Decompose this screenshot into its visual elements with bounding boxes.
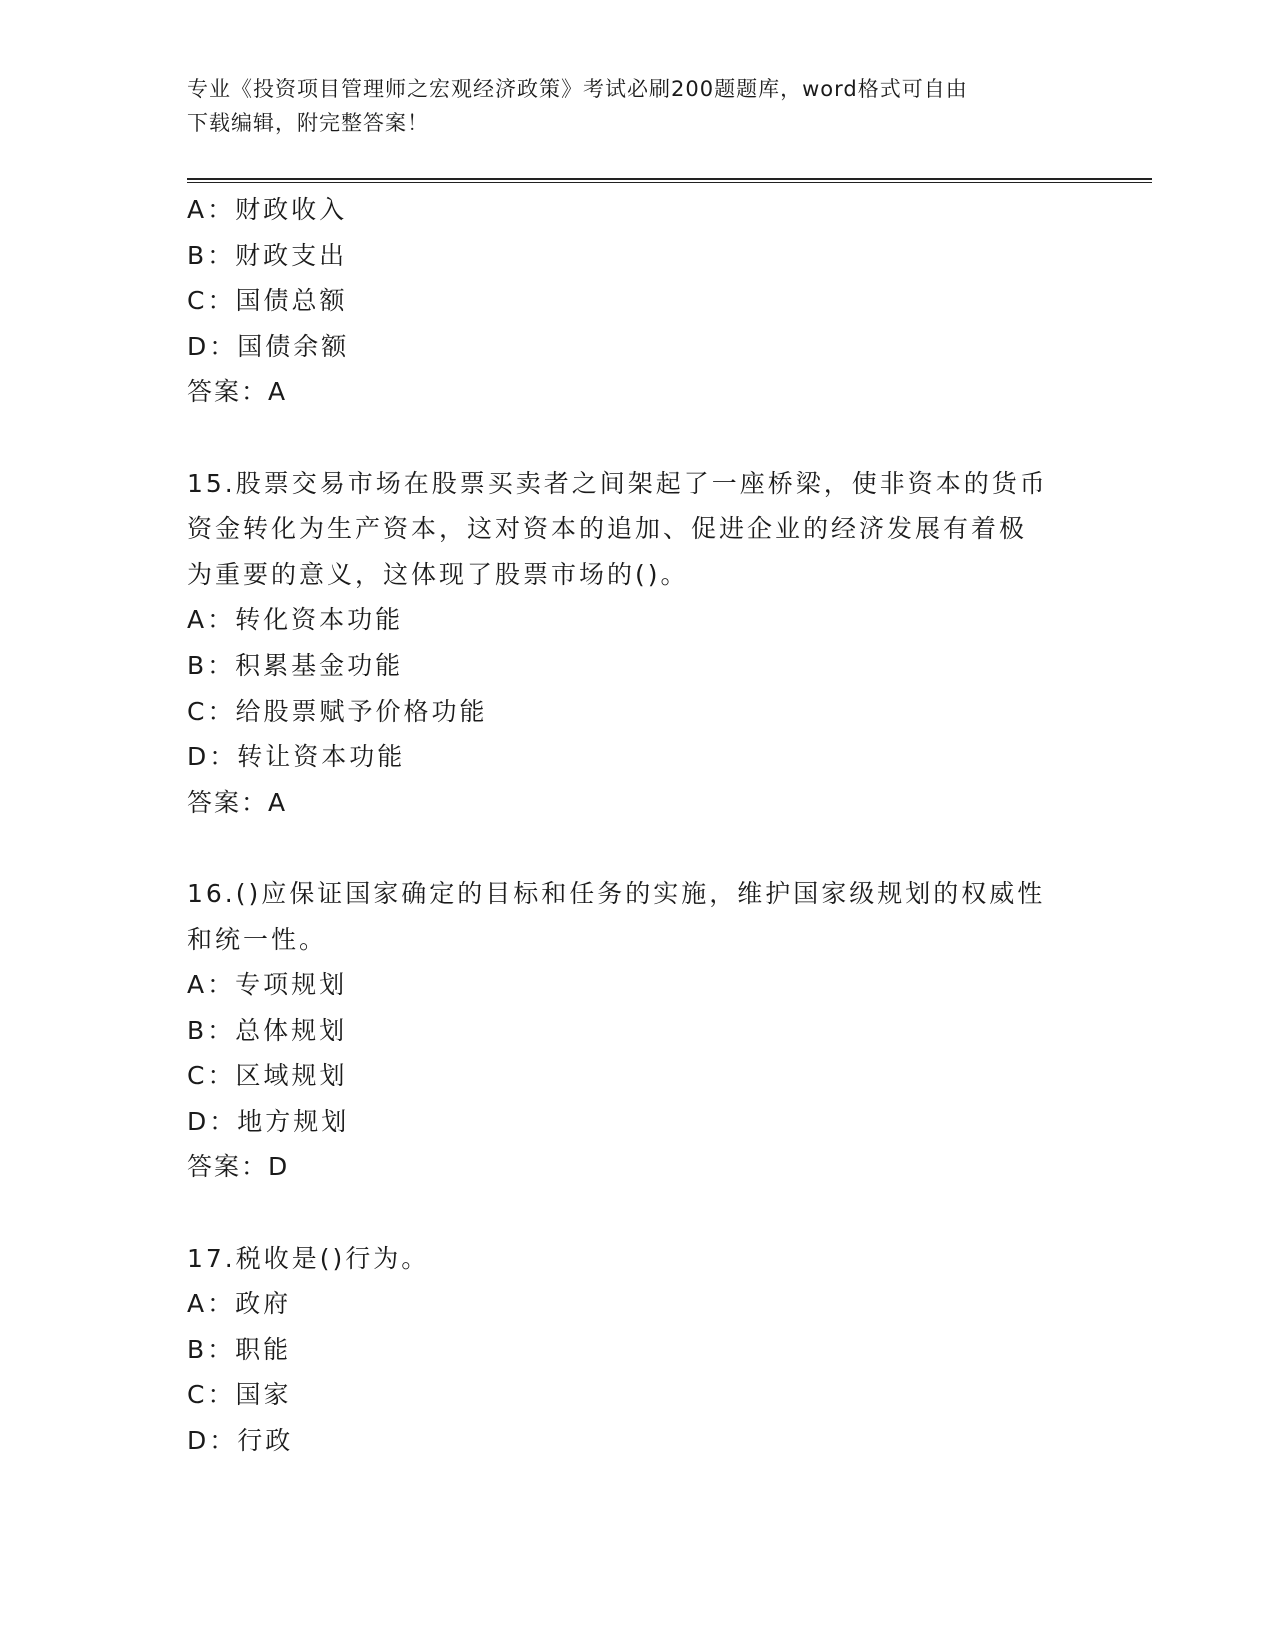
- question-stem-line: 17.税收是()行为。: [187, 1243, 430, 1273]
- option-b: B：总体规划: [187, 1015, 348, 1045]
- option-a: A：财政收入: [187, 195, 348, 224]
- header-line-2: 下载编辑，附完整答案！: [187, 111, 429, 135]
- spacer: [187, 825, 1087, 871]
- option-d: D：转让资本功能: [187, 742, 406, 772]
- option-c: C：国家: [187, 1380, 292, 1410]
- question-stem-line: 资金转化为生产资本，这对资本的追加、促进企业的经济发展有着极: [187, 514, 1028, 544]
- spacer: [187, 415, 1087, 461]
- header-line-1: 专业《投资项目管理师之宏观经济政策》考试必刷200题题库，word格式可自由: [187, 77, 968, 101]
- option-c: C：区域规划: [187, 1061, 348, 1091]
- question-14: [187, 187, 1087, 415]
- option-c: C：国债总额: [187, 286, 348, 316]
- question-16: [187, 871, 1087, 1190]
- option-d: D：国债余额: [187, 331, 350, 361]
- option-a: A：专项规划: [187, 970, 348, 1000]
- document-header: [187, 72, 1067, 140]
- spacer: [187, 1190, 1087, 1236]
- option-d: D：行政: [187, 1426, 294, 1456]
- option-a: A：政府: [187, 1289, 292, 1319]
- option-d: D：地方规划: [187, 1106, 350, 1136]
- option-c: C：给股票赋予价格功能: [187, 696, 488, 726]
- question-stem-line: 15.股票交易市场在股票买卖者之间架起了一座桥梁，使非资本的货币: [187, 468, 1048, 498]
- option-a: A：转化资本功能: [187, 605, 404, 635]
- option-b: B：积累基金功能: [187, 650, 404, 680]
- option-b: B：职能: [187, 1334, 292, 1364]
- question-15: [187, 461, 1087, 826]
- answer-line: 答案：A: [187, 787, 288, 817]
- question-stem-line: 为重要的意义，这体现了股票市场的()。: [187, 559, 689, 589]
- question-17: [187, 1236, 1087, 1464]
- answer-line: 答案：D: [187, 1152, 290, 1182]
- header-divider: [187, 178, 1152, 183]
- question-list: [187, 187, 1087, 1464]
- question-stem-line: 和统一性。: [187, 924, 328, 954]
- option-b: B：财政支出: [187, 240, 348, 270]
- question-stem-line: 16.()应保证国家确定的目标和任务的实施，维护国家级规划的权威性: [187, 878, 1046, 908]
- answer-line: 答案：A: [187, 377, 288, 407]
